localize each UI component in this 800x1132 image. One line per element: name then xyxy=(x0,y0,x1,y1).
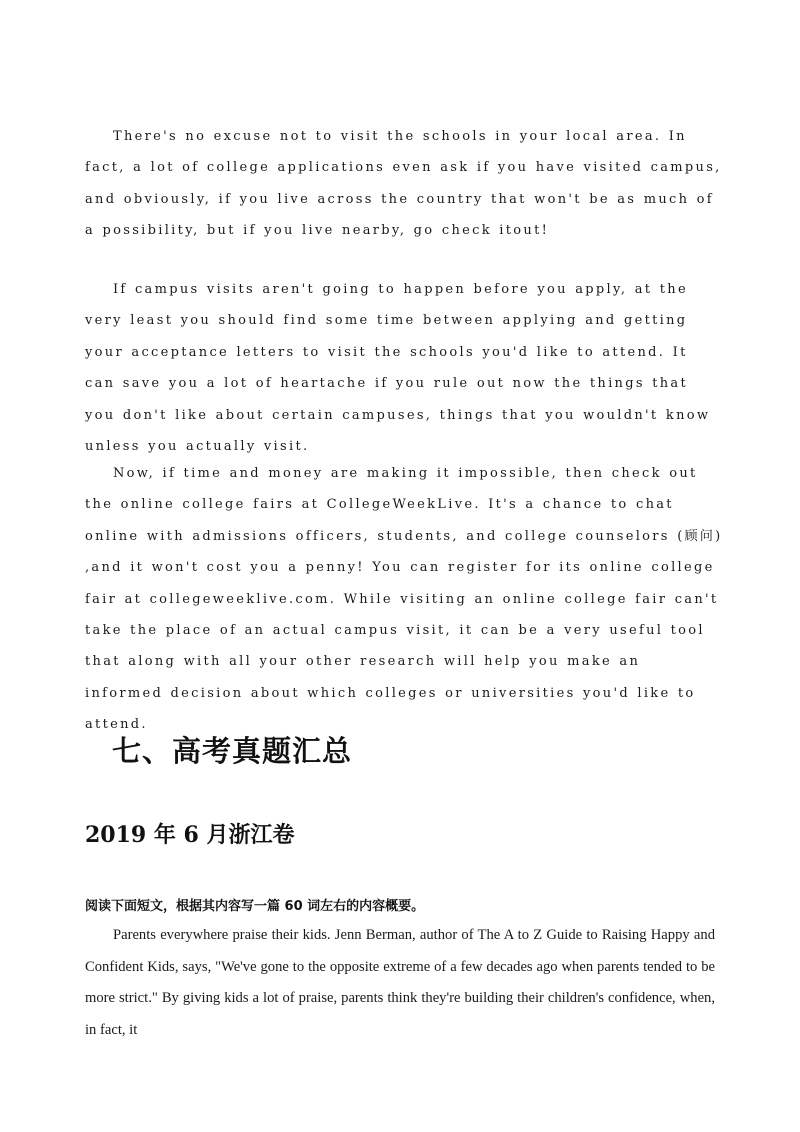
paragraph-online-college-fair: Now, if time and money are making it impossible, then check out the online college fairs at CollegeWeekLive. It's a chance to chat online with admissions officers, students, and college counselors (顾问) ,and it won't cost you a penny! You can register for its online college fair at collegeweeklive.com. While visiting an online college fair can't take the place of an actual campus visit, it can be a very useful tool that along with all your other research will help you make an informed decision about which colleges or universities you'd like to attend. xyxy=(85,466,723,733)
article-passage: Parents everywhere praise their kids. Jenn Berman, author of The A to Z Guide to Raising Happy and Confident Kids, says, "We've gone to the opposite extreme of a few decades ago when parents tended to be more strict." By giving kids a lot of praise, parents think they're building their children's confidence, when, in fact, it xyxy=(85,927,715,1038)
paragraph-visit-before-acceptance: If campus visits aren't going to happen before you apply, at the very least you should find some time between applying and getting your acceptance letters to visit the schools you'd like to attend. It can save you a lot of heartache if you rule out now the things that you don't like about certain campuses, things that you wouldn't know unless you actually visit. xyxy=(85,282,711,455)
exam-title: 2019 年 6 月浙江卷 xyxy=(85,822,295,848)
paragraph-campus-visit: There's no excuse not to visit the schools in your local area. In fact, a lot of college applications even ask if you have visited campus, and obviously, if you live across the country that won't be as much of a possibility, but if you live nearby, go check itout! xyxy=(85,129,722,239)
exercise-instruction: 阅读下面短文，根据其内容写一篇 60 词左右的内容概要。 xyxy=(85,899,425,914)
section-title: 七、高考真题汇总 xyxy=(112,734,353,768)
